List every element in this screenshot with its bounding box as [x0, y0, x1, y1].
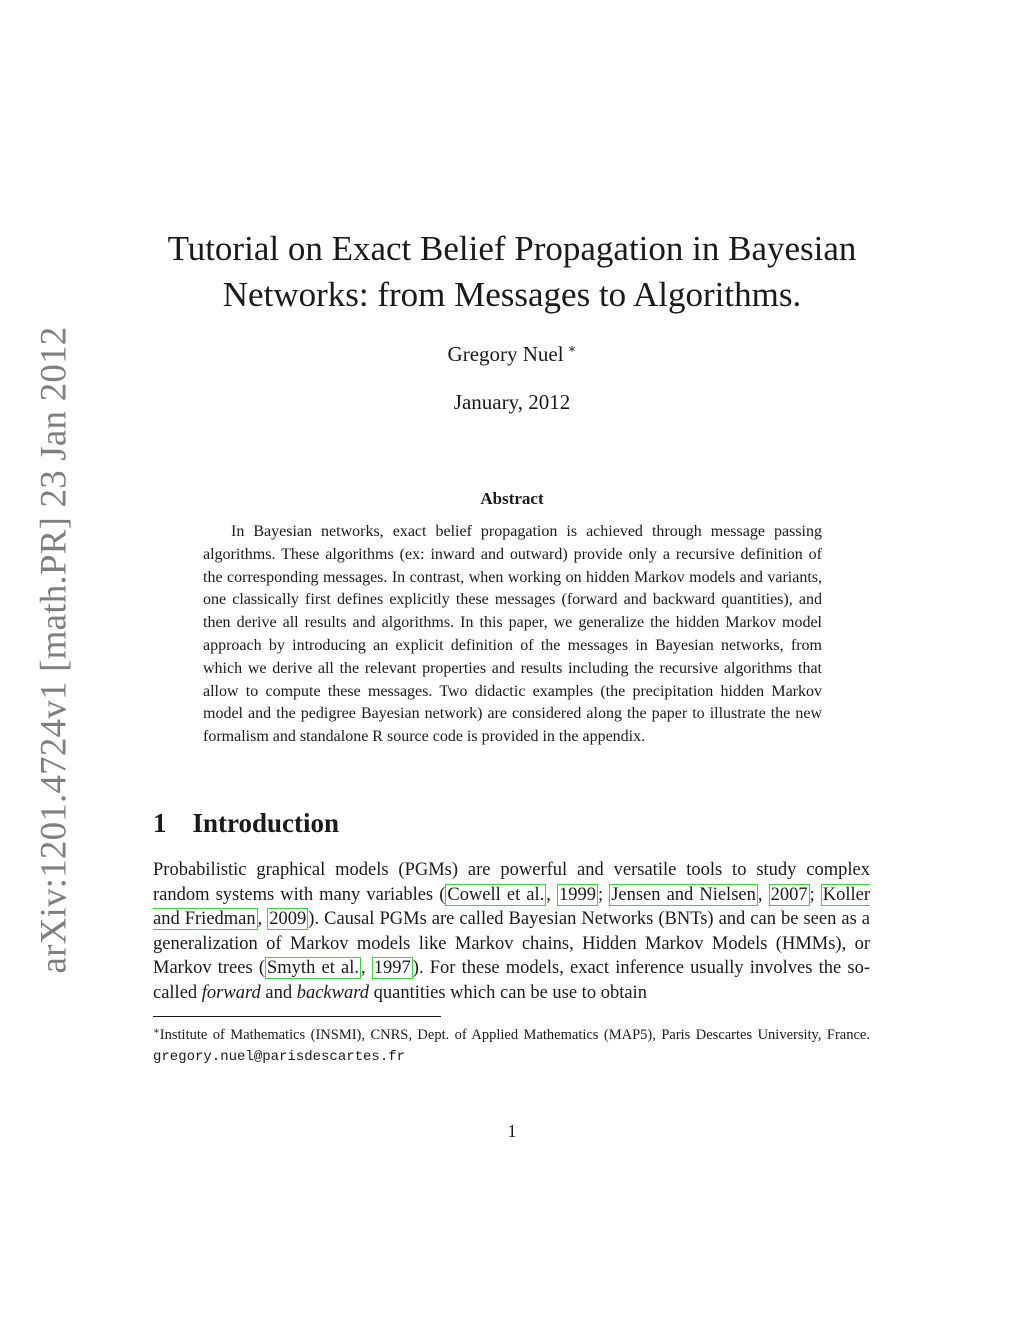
citation-separator: , [546, 884, 557, 905]
citation-link[interactable]: Smyth et al. [267, 958, 359, 978]
author-name: Gregory Nuel [447, 342, 564, 366]
page-number: 1 [507, 1121, 517, 1141]
emphasis-forward: forward [201, 982, 261, 1003]
section-number: 1 [153, 808, 167, 838]
author-footnote-mark[interactable]: ∗ [567, 341, 577, 356]
footnote-text: Institute of Mathematics (INSMI), CNRS, Dept. of Applied Mathematics (MAP5), Paris Descartes University, France. [159, 1027, 870, 1043]
intro-text: quantities which can be use to obtain [369, 982, 647, 1003]
intro-text: and [260, 982, 297, 1003]
paper-date: January, 2012 [453, 390, 571, 414]
citation-link[interactable]: 2009 [269, 909, 307, 929]
author-line [150, 341, 874, 367]
citation-separator: ; [809, 884, 821, 905]
citation-link[interactable]: 1997 [373, 958, 411, 978]
citation-separator: , [257, 909, 268, 929]
paper-title: Tutorial on Exact Belief Propagation in Bayesian Networks: from Messages to Algorithms. [167, 229, 857, 314]
author-email[interactable]: gregory.nuel@parisdescartes.fr [153, 1049, 406, 1065]
citation-link[interactable]: 2007 [770, 884, 808, 905]
citation-separator: ; [597, 884, 610, 905]
arxiv-identifier: arXiv:1201.4724v1 [math.PR] 23 Jan 2012 [33, 326, 75, 974]
footnote [153, 1021, 870, 1068]
citation-link[interactable]: Cowell et al. [447, 884, 545, 905]
abstract-text: In Bayesian networks, exact belief propagation is achieved through message passing algorithms. These algorithms (ex: inward and outward) provide only a recursive definition of the corresponding messages. In contrast, when working on hidden Markov models and variants, one classically first defines explicitly these messages (forward and backward quantities), and then derive all results and algorithms. In this paper, we generalize the hidden Markov model approach by introducing an explicit definition of the messages in Bayesian networks, from which we derive all the relevant properties and results including the recursive algorithms that allow to compute these messages. Two didactic examples (the precipitation hidden Markov model and the pedigree Bayesian network) are considered along the paper to illustrate the new formalism and standalone R source code is provided in the appendix. [203, 523, 822, 746]
section-title: Introduction [192, 808, 340, 838]
footnote-divider [153, 1016, 441, 1017]
section-heading [153, 808, 339, 839]
citation-link[interactable]: Koller and Friedman [153, 884, 871, 929]
citation-separator: , [757, 884, 769, 905]
intro-text: ). For these models, exact inference usually involves the so-called [153, 958, 871, 1003]
introduction-paragraph [153, 858, 870, 1005]
citation-link[interactable]: 1999 [558, 884, 596, 905]
citation-link[interactable]: Jensen and Nielsen [611, 884, 756, 905]
abstract-heading: Abstract [480, 489, 544, 508]
emphasis-backward: backward [296, 982, 369, 1003]
intro-text: ). Causal PGMs are called Bayesian Networks (BNTs) and can be seen as a generalization of Markov models like Markov chains, Hidden Markov Models (HMMs), or Markov trees ( [153, 909, 871, 978]
footnote-mark: ∗ [153, 1026, 160, 1037]
citation-separator: , [360, 958, 372, 978]
intro-text: Probabilistic graphical models (PGMs) are powerful and versatile tools to study complex random systems with many variables ( [153, 860, 870, 905]
